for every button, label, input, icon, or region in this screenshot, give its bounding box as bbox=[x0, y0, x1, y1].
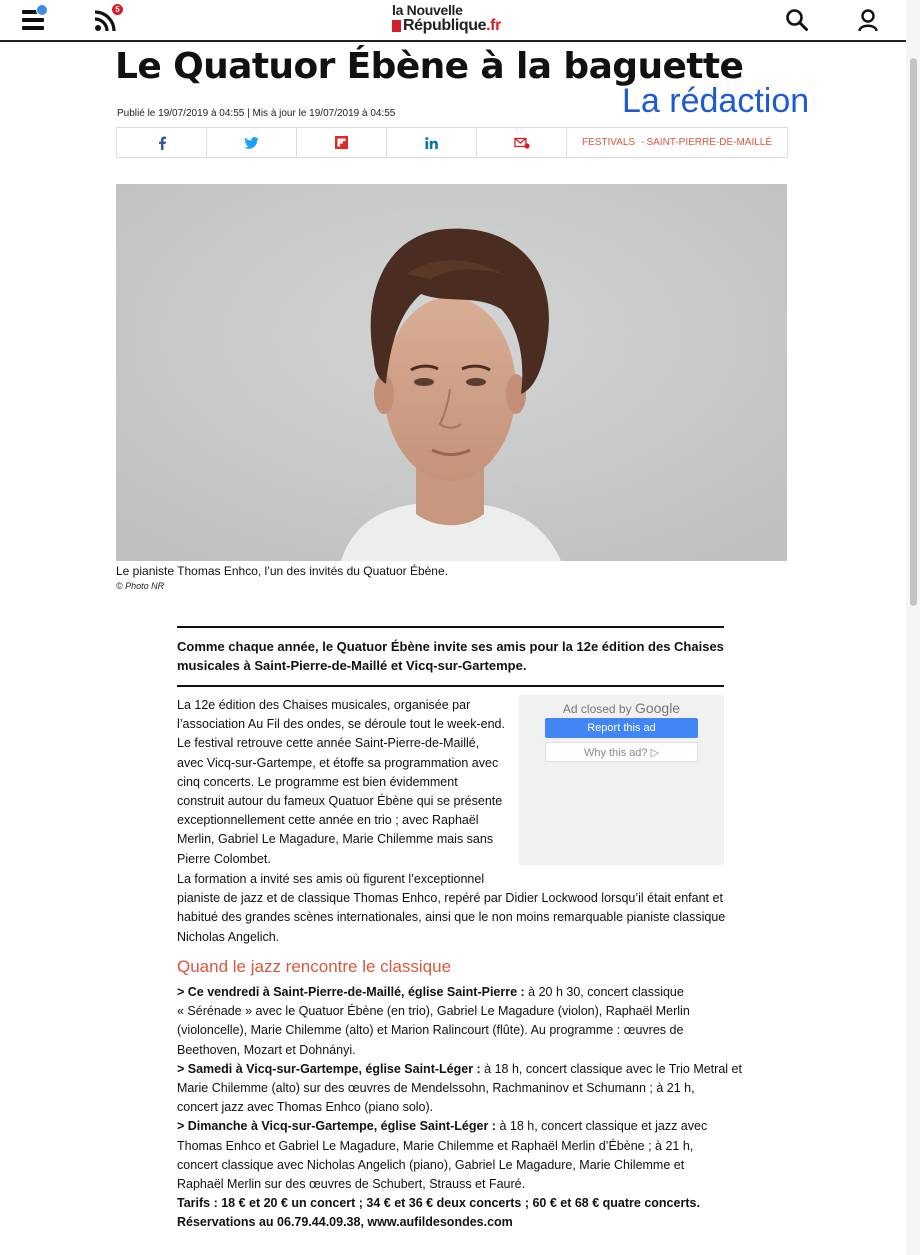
email-icon bbox=[514, 137, 530, 149]
reservation-line: Réservations au 06.79.44.09.38, www.aufildesondes.com bbox=[177, 1215, 513, 1230]
menu-icon[interactable] bbox=[22, 10, 44, 32]
pricing-info bbox=[177, 1194, 727, 1232]
schedule-text: à 18 h, concert classique avec le Trio Metral et bbox=[480, 1061, 742, 1076]
logo-mark bbox=[392, 20, 401, 32]
schedule-line: Thomas Enhco et Gabriel Le Magadure, Marie Chilemme et Raphaël Merlin d’Ébène ; à 21 h, bbox=[177, 1138, 694, 1153]
logo-name: République bbox=[403, 17, 487, 34]
flipboard-icon bbox=[335, 136, 348, 149]
why-this-ad-button[interactable]: Why this ad? ▷ bbox=[545, 742, 698, 762]
schedule-line bbox=[177, 1117, 727, 1136]
schedule-line: concert jazz avec Thomas Enhco (piano solo). bbox=[177, 1100, 434, 1115]
notification-badge: 5 bbox=[112, 4, 123, 15]
tag-link[interactable]: SAINT-PIERRE-DE-MAILLÉ bbox=[646, 137, 773, 148]
tag-link[interactable]: FESTIVALS bbox=[581, 137, 636, 148]
share-facebook-button[interactable] bbox=[117, 128, 207, 157]
article-tags bbox=[567, 128, 787, 157]
site-logo[interactable] bbox=[392, 2, 512, 36]
schedule-item bbox=[177, 1060, 742, 1118]
article-author: La rédaction bbox=[622, 82, 810, 120]
linkedin-icon bbox=[425, 137, 438, 149]
schedule-line bbox=[177, 983, 727, 1002]
scrollbar[interactable] bbox=[906, 0, 920, 1255]
search-icon[interactable] bbox=[785, 8, 809, 32]
share-flipboard-button[interactable] bbox=[297, 128, 387, 157]
schedule-line: « Sérénade » avec le Quatuor Ébène (en trio), Gabriel Le Magadure (violon), Raphaël Merlin bbox=[177, 1004, 690, 1019]
schedule-heading: > Ce vendredi à Saint-Pierre-de-Maillé, église Saint-Pierre : bbox=[177, 985, 525, 999]
share-email-button[interactable] bbox=[477, 128, 567, 157]
schedule-text: à 18 h, concert classique et jazz avec bbox=[495, 1119, 708, 1134]
paragraph-line: habitué des grandes scènes internationales, ainsi que le non moins remarquable pianiste classique bbox=[177, 910, 726, 925]
schedule-line: concert classique avec Nicholas Angelich (piano), Gabriel Le Magadure, Marie Chilemme et bbox=[177, 1157, 685, 1172]
logo-line2 bbox=[403, 17, 501, 35]
article-paragraph bbox=[177, 870, 727, 947]
facebook-icon bbox=[157, 136, 167, 150]
schedule-item bbox=[177, 1117, 727, 1194]
ad-closed-text: Ad closed by bbox=[562, 702, 632, 716]
ad-slot bbox=[519, 695, 724, 865]
share-twitter-button[interactable] bbox=[207, 128, 297, 157]
schedule-line: Marie Chilemme (alto) sur des œuvres de Mendelssohn, Rachmaninov et Schumann ; à 21 h, bbox=[177, 1081, 695, 1096]
schedule-line bbox=[177, 1060, 742, 1079]
schedule-text: à 20 h 30, concert classique bbox=[524, 985, 684, 999]
schedule-line: Raphaël Merlin sur des œuvres de Schubert, Strauss et Fauré. bbox=[177, 1177, 526, 1192]
tag-separator: - bbox=[641, 137, 645, 148]
report-ad-button[interactable]: Report this ad bbox=[545, 718, 698, 738]
paragraph-line: pianiste de jazz et de classique Thomas Enhco, repéré par Didier Lockwood lorsqu’il était enfant et bbox=[177, 891, 723, 906]
logo-tld: .fr bbox=[486, 17, 501, 34]
article-title: Le Quatuor Ébène à la baguette bbox=[115, 46, 744, 87]
rss-icon[interactable] bbox=[94, 5, 120, 34]
share-bar bbox=[116, 127, 788, 158]
publication-dates: Publié le 19/07/2019 à 04:55 | Mis à jour le 19/07/2019 à 04:55 bbox=[117, 108, 396, 119]
twitter-icon bbox=[244, 137, 259, 149]
article-paragraph: La 12e édition des Chaises musicales, organisée par l’association Au Fil des ondes, se déroule tout le week-end. Le festival retrouve cette année Saint-Pierre-de-Maillé, avec Vicq-sur-Gartempe, et étoffe sa programmation avec cinq concerts. Le programme est bien évidemment construit autour du fameux Quatuor Ébène qui se présente exceptionnellement cette année en trio ; avec Raphaël Merlin, Gabriel Le Magadure, Marie Chilemme mais sans Pierre Colombet. bbox=[177, 698, 505, 866]
schedule-item bbox=[177, 983, 727, 1060]
schedule-heading: > Samedi à Vicq-sur-Gartempe, église Saint-Léger : bbox=[177, 1061, 481, 1076]
scrollbar-thumb[interactable] bbox=[910, 58, 917, 606]
logo-line1: la Nouvelle bbox=[392, 2, 463, 18]
pricing-line: Tarifs : 18 € et 20 € un concert ; 34 € et 36 € deux concerts ; 60 € et 68 € quatre concerts. bbox=[177, 1196, 700, 1211]
share-linkedin-button[interactable] bbox=[387, 128, 477, 157]
article-lead: Comme chaque année, le Quatuor Ébène invite ses amis pour la 12e édition des Chaises musicales à Saint-Pierre-de-Maillé et Vicq-sur-Gartempe. bbox=[177, 626, 724, 687]
menu-notification-dot bbox=[36, 4, 48, 16]
paragraph-line: La formation a invité ses amis où figurent l’exceptionnel bbox=[177, 872, 485, 886]
section-heading: Quand le jazz rencontre le classique bbox=[177, 957, 452, 976]
google-logo: Google bbox=[634, 700, 681, 716]
user-icon[interactable] bbox=[856, 8, 880, 32]
paragraph-line: Nicholas Angelich. bbox=[177, 929, 280, 944]
photo-credit: © Photo NR bbox=[116, 581, 165, 591]
schedule-heading: > Dimanche à Vicq-sur-Gartempe, église Saint-Léger : bbox=[177, 1119, 496, 1134]
ad-closed-label bbox=[519, 700, 724, 716]
concert-schedule bbox=[177, 983, 742, 1233]
photo-caption: Le pianiste Thomas Enhco, l’un des invités du Quatuor Ébène. bbox=[116, 564, 448, 578]
top-bar bbox=[0, 0, 906, 42]
schedule-line: (violoncelle), Marie Chilemme (alto) et Marion Ralincourt (flûte). Au programme : œuvres de bbox=[177, 1023, 684, 1038]
schedule-line: Beethoven, Mozart et Dohnányi. bbox=[177, 1042, 356, 1057]
article-photo bbox=[116, 184, 787, 561]
